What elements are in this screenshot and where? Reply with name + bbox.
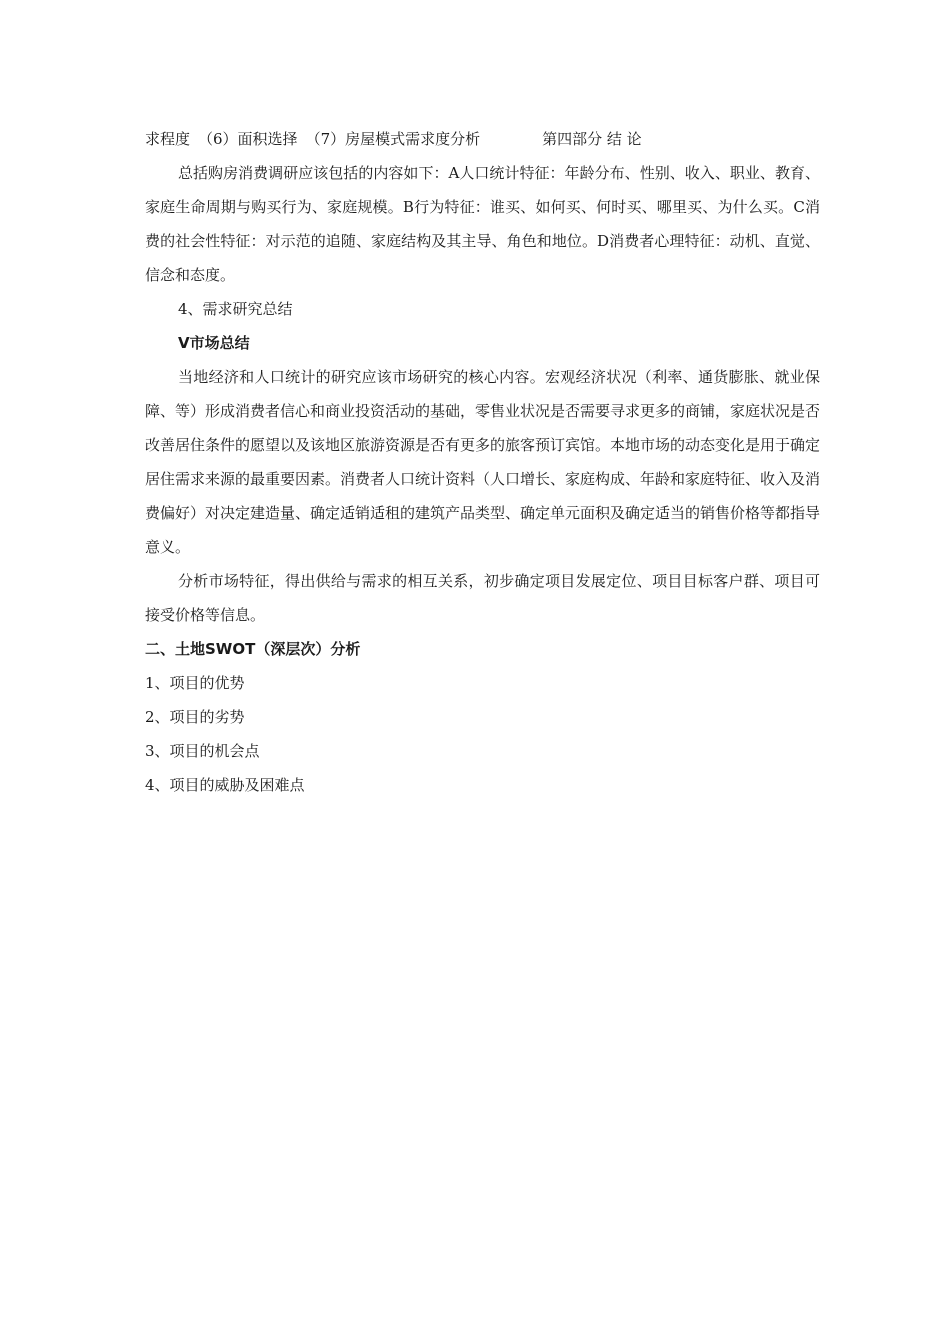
heading-market-summary: V市场总结 <box>178 334 250 352</box>
section-four-title: 第四部分 结 论 <box>542 130 642 148</box>
document-body <box>145 122 820 802</box>
top-line-part1: 求程度 <box>145 130 191 148</box>
top-line-part2: （6）面积选择 <box>198 130 298 148</box>
paragraph-market-core: 当地经济和人口统计的研究应该市场研究的核心内容。宏观经济状况（利率、通货膨胀、就业保障、等）形成消费者信心和商业投资活动的基础，零售业状况是否需要寻求更多的商铺，家庭状况是否改善居住条件的愿望以及该地区旅游资源是否有更多的旅客预订宾馆。本地市场的动态变化是用于确定居住需求来源的最重要因素。消费者人口统计资料（人口增长、家庭构成、年龄和家庭特征、收入及消费偏好）对决定建造量、确定适销适租的建筑产品类型、确定单元面积及确定适当的销售价格等都指导意义。 <box>145 368 821 556</box>
heading-swot: 二、土地SWOT（深层次）分析 <box>145 640 361 658</box>
swot-item-weaknesses: 2、项目的劣势 <box>145 708 245 726</box>
swot-item-opportunities: 3、项目的机会点 <box>145 742 260 760</box>
swot-item-strengths: 1、项目的优势 <box>145 674 245 692</box>
item-demand-summary: 4、需求研究总结 <box>178 300 293 318</box>
top-line-part3: （7）房屋模式需求度分析 <box>305 130 481 148</box>
paragraph-market-analysis: 分析市场特征，得出供给与需求的相互关系，初步确定项目发展定位、项目目标客户群、项目可接受价格等信息。 <box>145 572 820 624</box>
paragraph-survey-contents: 总括购房消费调研应该包括的内容如下：A人口统计特征：年龄分布、性别、收入、职业、教育、家庭生命周期与购买行为、家庭规模。B行为特征：谁买、如何买、何时买、哪里买、为什么买。C消费的社会性特征：对示范的追随、家庭结构及其主导、角色和地位。D消费者心理特征：动机、直觉、信念和态度。 <box>145 164 820 284</box>
swot-item-threats: 4、项目的威胁及困难点 <box>145 776 305 794</box>
top-line <box>145 122 820 156</box>
